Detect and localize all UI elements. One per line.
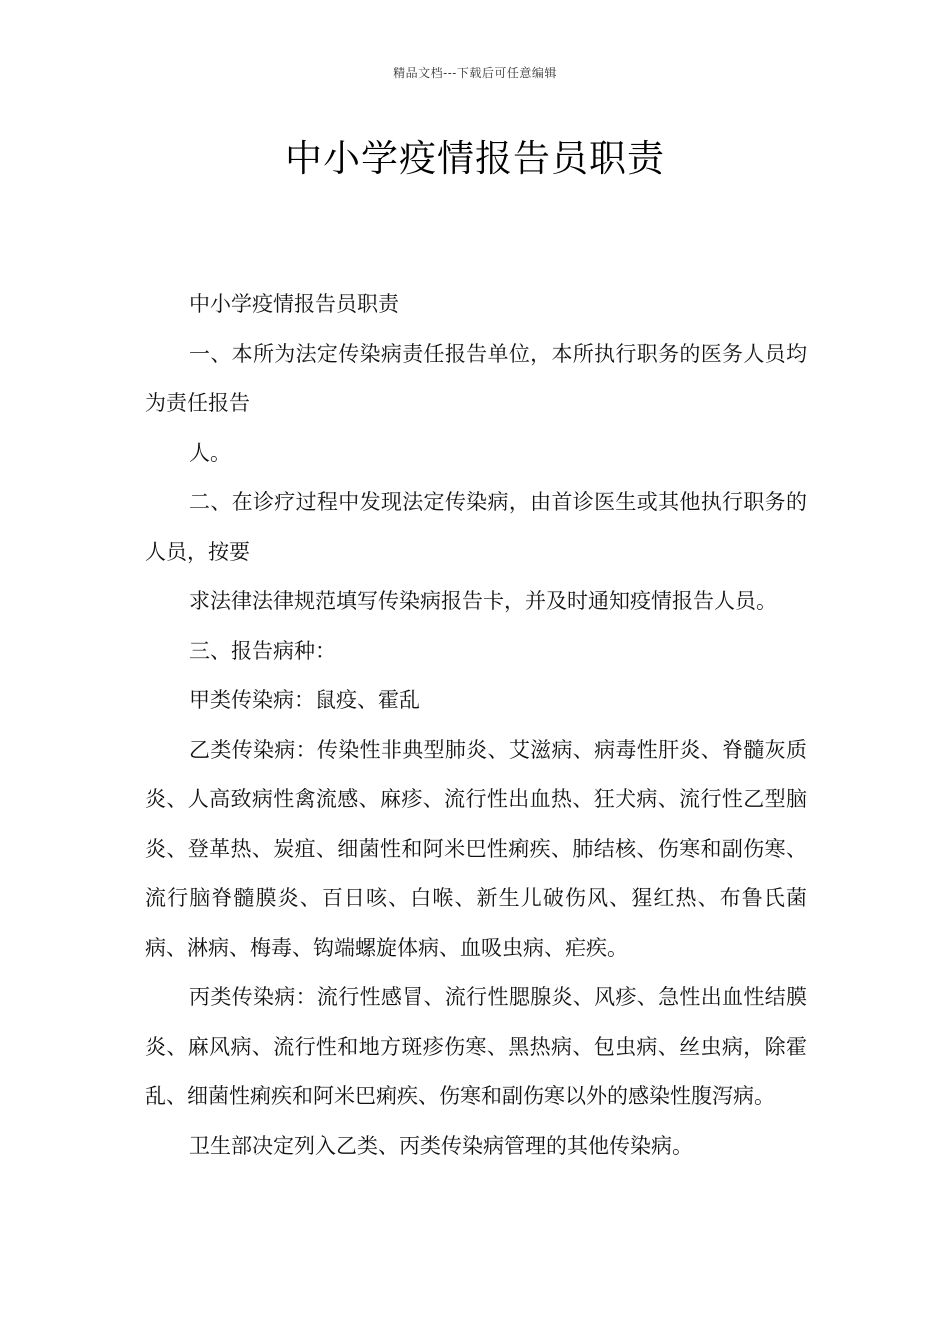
paragraph: 中小学疫情报告员职责: [189, 292, 399, 316]
paragraph: 甲类传染病：鼠疫、霍乱: [189, 688, 420, 712]
paragraph: 求法律法律规范填写传染病报告卡，并及时通知疫情报告人员。: [189, 589, 777, 613]
paragraph: 人。: [189, 440, 231, 465]
paragraph: 一、本所为法定传染病责任报告单位，本所执行职务的医务人员均为责任报告: [145, 341, 807, 415]
paragraph: 卫生部决定列入乙类、丙类传染病管理的其他传染病。: [189, 1133, 693, 1158]
document-title: 中小学疫情报告员职责: [285, 137, 665, 180]
paragraph: 三、报告病种：: [189, 638, 336, 663]
paragraph: 丙类传染病：流行性感冒、流行性腮腺炎、风疹、急性出血性结膜炎、麻风病、流行性和地方斑疹伤寒、黑热病、包虫病、丝虫病，除霍乱、细菌性痢疾和阿米巴痢疾、伤寒和副伤寒以外的感染性腹泻病。: [145, 985, 807, 1108]
paragraph: 二、在诊疗过程中发现法定传染病，由首诊医生或其他执行职务的人员，按要: [145, 490, 807, 564]
paragraph: 乙类传染病：传染性非典型肺炎、艾滋病、病毒性肝炎、脊髓灰质炎、人高致病性禽流感、麻疹、流行性出血热、狂犬病、流行性乙型脑炎、登革热、炭疽、细菌性和阿米巴性痢疾、肺结核、伤寒和副伤寒、流行脑脊髓膜炎、百日咳、白喉、新生儿破伤风、猩红热、布鲁氏菌病、淋病、梅毒、钩端螺旋体病、血吸虫病、疟疾。: [145, 737, 807, 960]
document-body: [145, 280, 807, 1171]
header-note: 精品文档---下载后可任意编辑: [393, 66, 557, 80]
